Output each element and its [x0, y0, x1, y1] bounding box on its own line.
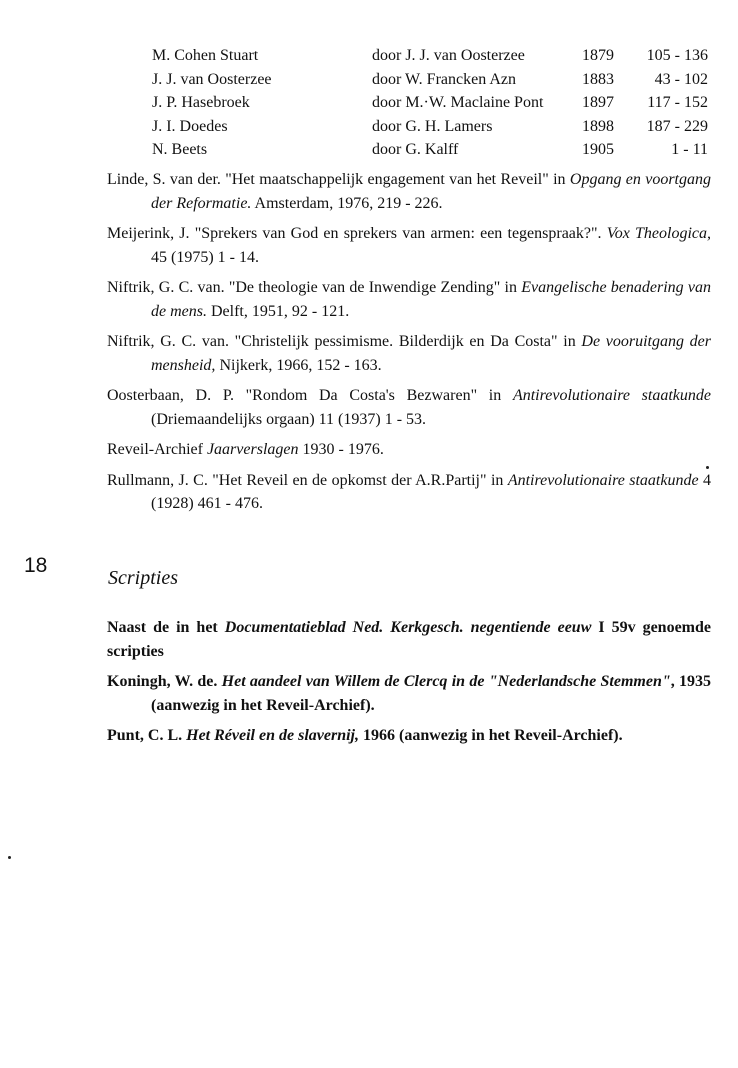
table-cell-name: M. Cohen Stuart	[152, 47, 259, 64]
table-row	[152, 68, 722, 92]
scriptie-entry: Koningh, W. de. Het aandeel van Willem de Clercq in de "Nederlandsche Stemmen", 1935 (aanwezig in het Reveil-Archief).	[107, 673, 712, 714]
table-cell-name: J. P. Hasebroek	[152, 94, 250, 111]
table-cell-pages: 105 - 136	[646, 47, 708, 64]
table-cell-pages: 117 - 152	[647, 94, 708, 111]
table-cell-pages: 43 - 102	[654, 70, 708, 88]
table-cell-year: 1898	[582, 117, 614, 135]
bibliography-entry: Meijerink, J. "Sprekers van God en sprekers van armen: een tegenspraak?". Vox Theologica, 45 (1975) 1 - 14.	[107, 225, 712, 266]
table-cell-name: N. Beets	[152, 141, 208, 158]
table-cell-year: 1879	[582, 47, 614, 64]
table-row	[152, 138, 722, 162]
table-cell-author: door G. H. Lamers	[372, 117, 493, 135]
bibliography-entry: Niftrik, G. C. van. "De theologie van de Inwendige Zending" in Evangelische benadering van de mens. Delft, 1951, 92 - 121.	[107, 279, 711, 320]
table-row	[152, 115, 722, 139]
speck-mark	[8, 856, 11, 859]
bibliography-list	[107, 168, 711, 516]
table-row	[152, 44, 722, 68]
section-title: Scripties	[108, 567, 178, 589]
bibliography-entry: Rullmann, J. C. "Het Reveil en de opkomst der A.R.Partij" in Antirevolutionaire staatkunde 4 (1928) 461 - 476.	[107, 471, 712, 512]
table-cell-author: door M.·W. Maclaine Pont	[372, 94, 544, 111]
table-cell-author: door W. Francken Azn	[372, 70, 516, 88]
bibliography-entry: Reveil-Archief Jaarverslagen 1930 - 1976.	[107, 441, 384, 458]
intro-paragraph: Naast de in het Documentatieblad Ned. Kerkgesch. negentiende eeuw I 59v genoemde scripties	[107, 619, 712, 660]
table-row	[152, 91, 722, 115]
bibliography-entry: Niftrik, G. C. van. "Christelijk pessimisme. Bilderdijk en Da Costa" in De vooruitgang der mensheid, Nijkerk, 1966, 152 - 163.	[107, 333, 712, 374]
table-cell-year: 1883	[582, 70, 614, 88]
table-cell-name: J. I. Doedes	[152, 117, 228, 135]
bibliography-entry: Oosterbaan, D. P. "Rondom Da Costa's Bezwaren" in Antirevolutionaire staatkunde (Driemaandelijks orgaan) 11 (1937) 1 - 53.	[107, 387, 711, 428]
speck-mark	[706, 466, 709, 469]
table-cell-pages: 1 - 11	[671, 141, 708, 158]
biography-table	[152, 44, 722, 162]
scriptie-entry: Punt, C. L. Het Réveil en de slavernij, 1966 (aanwezig in het Reveil-Archief).	[107, 727, 623, 744]
table-cell-author: door G. Kalff	[372, 141, 459, 158]
section-number: 18	[24, 554, 48, 577]
table-cell-year: 1897	[582, 94, 614, 111]
table-cell-pages: 187 - 229	[646, 117, 708, 135]
bibliography-entry: Linde, S. van der. "Het maatschappelijk engagement van het Reveil" in Opgang en voortgang der Reformatie. Amsterdam, 1976, 219 - 226.	[107, 171, 711, 212]
table-cell-author: door J. J. van Oosterzee	[372, 47, 525, 64]
table-cell-name: J. J. van Oosterzee	[152, 70, 272, 88]
table-cell-year: 1905	[582, 141, 614, 158]
scripties-list	[107, 616, 711, 748]
